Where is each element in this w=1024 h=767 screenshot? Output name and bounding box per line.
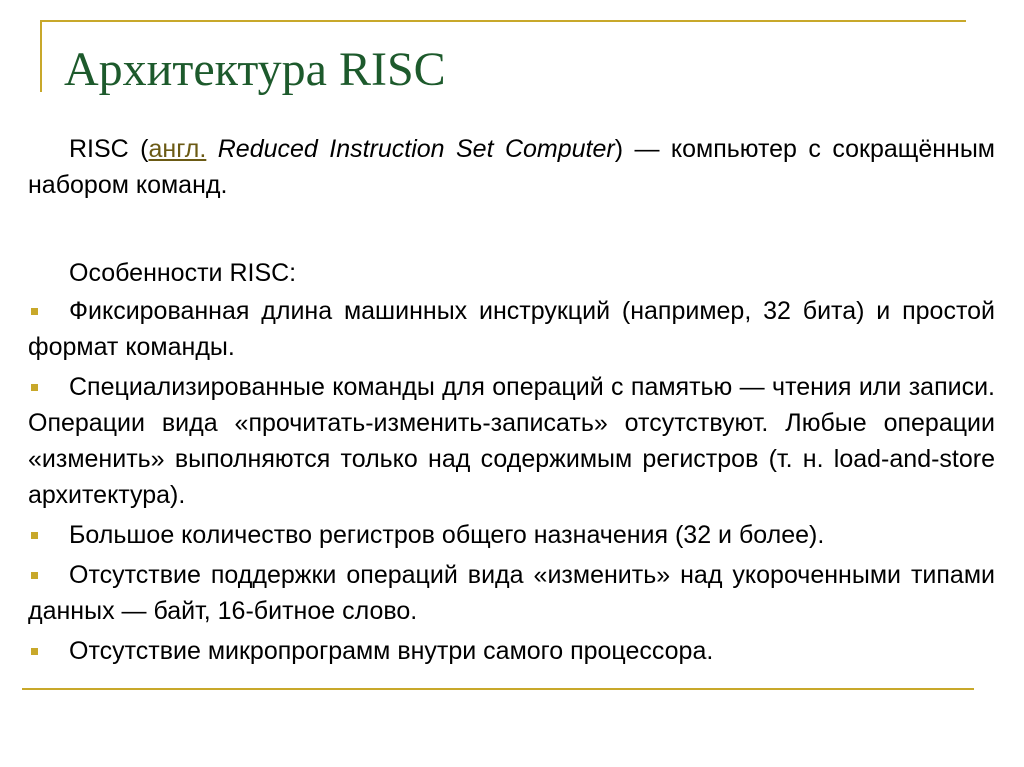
intro-rest: ) — компьютер с сокращённым набором команд. [28, 135, 995, 199]
feature-item [28, 557, 995, 629]
bullet-square-icon [31, 572, 38, 579]
feature-item [28, 369, 995, 513]
feature-text: Большое количество регистров общего назначения (32 и более). [69, 521, 825, 549]
bullet-square-icon [31, 308, 38, 315]
bullet-square-icon [31, 648, 38, 655]
intro-term: RISC [69, 135, 129, 163]
bottom-border-line [22, 688, 974, 690]
feature-text: Отсутствие поддержки операций вида «изменить» над укороченными типами данных — байт, 16-битное слово. [28, 561, 995, 625]
features-list [28, 293, 995, 669]
slide-title: Архитектура RISC [64, 43, 446, 96]
bullet-square-icon [31, 532, 38, 539]
feature-text: Фиксированная длина машинных инструкций (например, 32 бита) и простой формат команды. [28, 297, 995, 361]
feature-text: Отсутствие микропрограмм внутри самого процессора. [69, 637, 714, 665]
features-heading: Особенности RISC: [69, 259, 297, 287]
bullet-square-icon [31, 384, 38, 391]
feature-item [28, 633, 995, 669]
intro-paragraph [28, 131, 995, 203]
english-lang-link[interactable]: англ. [148, 135, 207, 163]
intro-english-name: Reduced Instruction Set Computer [206, 135, 615, 163]
slide-body [28, 131, 995, 669]
feature-item [28, 293, 995, 365]
top-border-line [40, 20, 966, 22]
intro-open-paren: ( [128, 135, 149, 163]
feature-text: Специализированные команды для операций с памятью — чтения или записи. Операции вида «прочитать-изменить-записать» отсутствуют. Любые операции «изменить» выполняются только над содержимым регистров (т. н. load-and-store архитектура). [28, 373, 995, 509]
feature-item [28, 517, 995, 553]
left-border-line [40, 20, 42, 92]
